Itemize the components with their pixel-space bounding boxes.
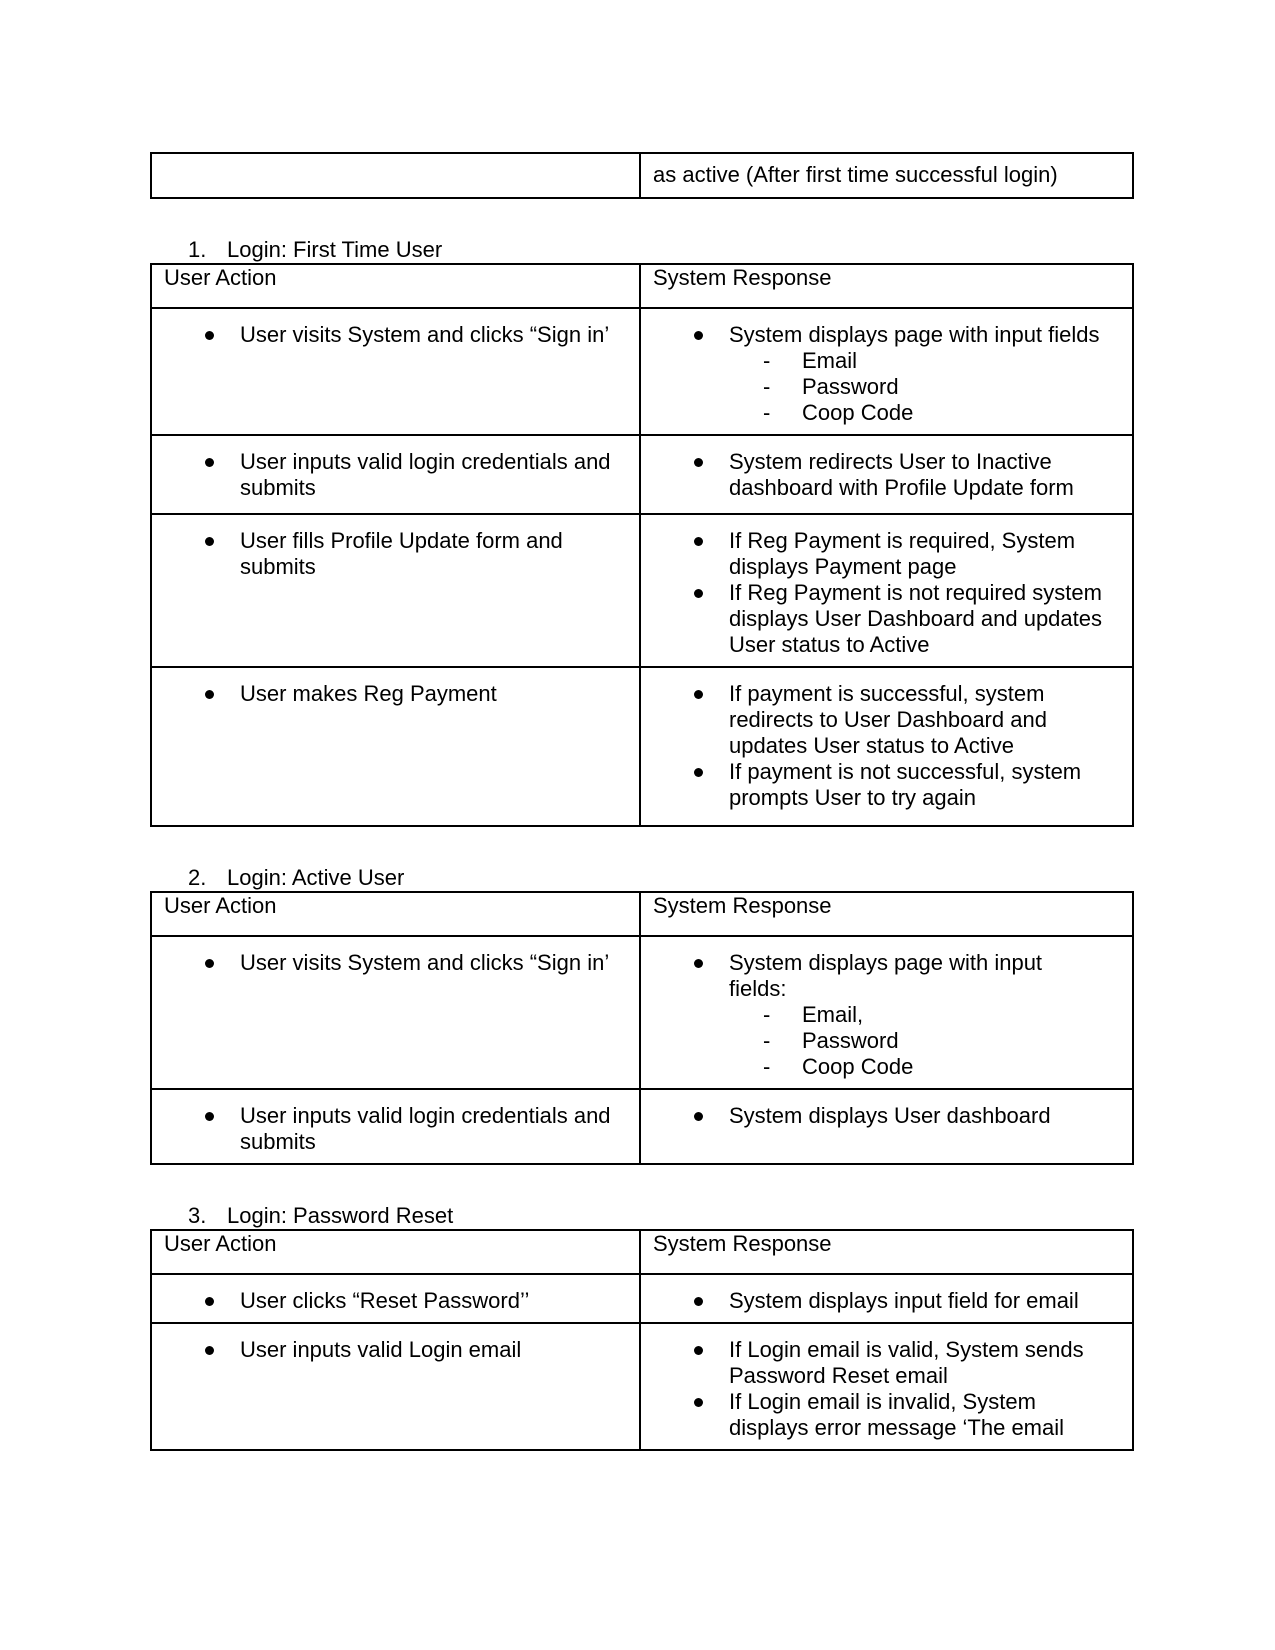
- dash-item: [641, 400, 1128, 426]
- plain-item: [641, 162, 1128, 188]
- bullet-icon: [694, 1346, 703, 1355]
- bullet-item: [641, 449, 1128, 501]
- table-header-row: [151, 1230, 1133, 1274]
- section-number: 3.: [188, 1203, 207, 1228]
- bullet-icon: [205, 1346, 214, 1355]
- bullet-icon: [694, 589, 703, 598]
- table-row: [151, 667, 1133, 826]
- text-line: User visits System and clicks “Sign in’: [240, 322, 610, 347]
- system-response-cell: [640, 1274, 1133, 1323]
- system-response-header-cell: System Response: [640, 264, 1133, 308]
- bullet-icon: [694, 959, 703, 968]
- text-line: User inputs valid login credentials and: [240, 449, 611, 474]
- bullet-item: [641, 1337, 1128, 1389]
- text-line: If Login email is invalid, System: [729, 1389, 1036, 1414]
- bullet-icon: [694, 690, 703, 699]
- text-line: Email,: [802, 1002, 864, 1027]
- bullet-icon: [205, 537, 214, 546]
- system-response-cell: [640, 1323, 1133, 1450]
- user-action-header-cell: User Action: [151, 892, 640, 936]
- text-line: Coop Code: [802, 1054, 914, 1079]
- table-row: [151, 514, 1133, 667]
- bullet-icon: [694, 458, 703, 467]
- text-line: submits: [240, 1129, 316, 1154]
- dash-icon: -: [763, 400, 771, 425]
- text-line: prompts User to try again: [729, 785, 976, 810]
- use-case-section: [150, 237, 1275, 827]
- user-action-cell: [151, 1274, 640, 1323]
- text-line: System displays User dashboard: [729, 1103, 1051, 1128]
- text-line: updates User status to Active: [729, 733, 1014, 758]
- bullet-icon: [205, 1297, 214, 1306]
- dash-icon: -: [763, 1002, 771, 1027]
- bullet-icon: [205, 690, 214, 699]
- system-response-header-cell: System Response: [640, 1230, 1133, 1274]
- dash-item: [641, 1028, 1128, 1054]
- dash-item: [641, 348, 1128, 374]
- bullet-item: [641, 1389, 1128, 1441]
- use-case-table: [150, 263, 1134, 827]
- continuation-row: [151, 153, 1133, 198]
- bullet-item: [641, 1288, 1128, 1314]
- text-line: System redirects User to Inactive: [729, 449, 1052, 474]
- dash-item: [641, 1054, 1128, 1080]
- text-line: dashboard with Profile Update form: [729, 475, 1074, 500]
- section-title: Login: Active User: [227, 865, 405, 890]
- text-line: If Login email is valid, System sends: [729, 1337, 1084, 1362]
- text-line: submits: [240, 554, 316, 579]
- text-line: User fills Profile Update form and: [240, 528, 563, 553]
- text-line: Email: [802, 348, 858, 373]
- user-action-cell: [151, 1089, 640, 1164]
- system-response-cell: [640, 435, 1133, 514]
- table-row: [151, 1323, 1133, 1450]
- dash-icon: -: [763, 1054, 771, 1079]
- bullet-item: [152, 950, 635, 976]
- user-action-cell: [151, 435, 640, 514]
- bullet-icon: [205, 458, 214, 467]
- section-heading: [188, 1203, 1275, 1229]
- bullet-item: [152, 681, 635, 707]
- system-response-header-cell: System Response: [640, 892, 1133, 936]
- bullet-item: [641, 1103, 1128, 1129]
- text-line: If Reg Payment is required, System: [729, 528, 1076, 553]
- user-action-cell: [151, 936, 640, 1089]
- section-title: Login: First Time User: [227, 237, 443, 262]
- text-line: User visits System and clicks “Sign in’: [240, 950, 610, 975]
- bullet-icon: [694, 1297, 703, 1306]
- bullet-icon: [694, 1112, 703, 1121]
- table-row: [151, 1274, 1133, 1323]
- bullet-item: [152, 528, 635, 580]
- system-response-cell: [640, 514, 1133, 667]
- system-response-cell: [640, 936, 1133, 1089]
- user-action-cell: [151, 308, 640, 435]
- use-case-table: [150, 1229, 1134, 1451]
- dash-item: [641, 374, 1128, 400]
- table-row: [151, 1089, 1133, 1164]
- dash-icon: -: [763, 374, 771, 399]
- dash-item: [641, 1002, 1128, 1028]
- bullet-item: [641, 322, 1128, 348]
- text-line: displays error message ‘The email: [729, 1415, 1065, 1440]
- text-line: displays User Dashboard and updates: [729, 606, 1103, 631]
- bullet-item: [152, 322, 635, 348]
- text-line: System displays page with input: [729, 950, 1043, 975]
- table-header-row: [151, 264, 1133, 308]
- text-line: If payment is successful, system: [729, 681, 1045, 706]
- bullet-icon: [205, 1112, 214, 1121]
- section-heading: [188, 237, 1275, 263]
- use-case-section: [150, 865, 1275, 1165]
- table-row: [151, 936, 1133, 1089]
- system-response-cell: [640, 308, 1133, 435]
- text-line: redirects to User Dashboard and: [729, 707, 1047, 732]
- bullet-item: [152, 1337, 635, 1363]
- user-action-header-cell: User Action: [151, 264, 640, 308]
- user-action-cell: [151, 667, 640, 826]
- bullet-item: [641, 759, 1128, 811]
- text-line: displays Payment page: [729, 554, 957, 579]
- system-response-cell: [640, 667, 1133, 826]
- text-line: User inputs valid Login email: [240, 1337, 522, 1362]
- user-action-cell: [151, 514, 640, 667]
- bullet-icon: [694, 1398, 703, 1407]
- bullet-icon: [205, 331, 214, 340]
- bullet-icon: [694, 768, 703, 777]
- text-line: If payment is not successful, system: [729, 759, 1082, 784]
- text-line: Password Reset email: [729, 1363, 948, 1388]
- bullet-item: [152, 1288, 635, 1314]
- bullet-item: [641, 528, 1128, 580]
- user-action-cell: [151, 1323, 640, 1450]
- dash-icon: -: [763, 348, 771, 373]
- text-line: System displays page with input fields: [729, 322, 1100, 347]
- continuation-right-cell: [640, 153, 1133, 198]
- text-line: System displays input field for email: [729, 1288, 1079, 1313]
- text-line: User makes Reg Payment: [240, 681, 497, 706]
- use-case-table: [150, 891, 1134, 1165]
- bullet-item: [152, 1103, 635, 1155]
- section-title: Login: Password Reset: [227, 1203, 454, 1228]
- bullet-item: [152, 449, 635, 501]
- continuation-left-cell: [151, 153, 640, 198]
- bullet-item: [641, 580, 1128, 658]
- use-case-section: [150, 1203, 1275, 1451]
- bullet-item: [641, 950, 1128, 1002]
- continuation-table: [150, 152, 1134, 199]
- table-row: [151, 308, 1133, 435]
- bullet-icon: [694, 537, 703, 546]
- dash-icon: -: [763, 1028, 771, 1053]
- text-line: User inputs valid login credentials and: [240, 1103, 611, 1128]
- bullet-icon: [205, 959, 214, 968]
- text-line: Password: [802, 1028, 899, 1053]
- section-number: 1.: [188, 237, 207, 262]
- text-line: User clicks “Reset Password’’: [240, 1288, 530, 1313]
- text-line: submits: [240, 475, 316, 500]
- section-heading: [188, 865, 1275, 891]
- table-row: [151, 435, 1133, 514]
- text-line: Password: [802, 374, 899, 399]
- text-line: fields:: [729, 976, 787, 1001]
- bullet-item: [641, 681, 1128, 759]
- text-line: If Reg Payment is not required system: [729, 580, 1102, 605]
- text-line: as active (After first time successful login): [653, 162, 1058, 187]
- text-line: Coop Code: [802, 400, 914, 425]
- table-header-row: [151, 892, 1133, 936]
- system-response-cell: [640, 1089, 1133, 1164]
- user-action-header-cell: User Action: [151, 1230, 640, 1274]
- bullet-icon: [694, 331, 703, 340]
- text-line: User status to Active: [729, 632, 930, 657]
- section-number: 2.: [188, 865, 207, 890]
